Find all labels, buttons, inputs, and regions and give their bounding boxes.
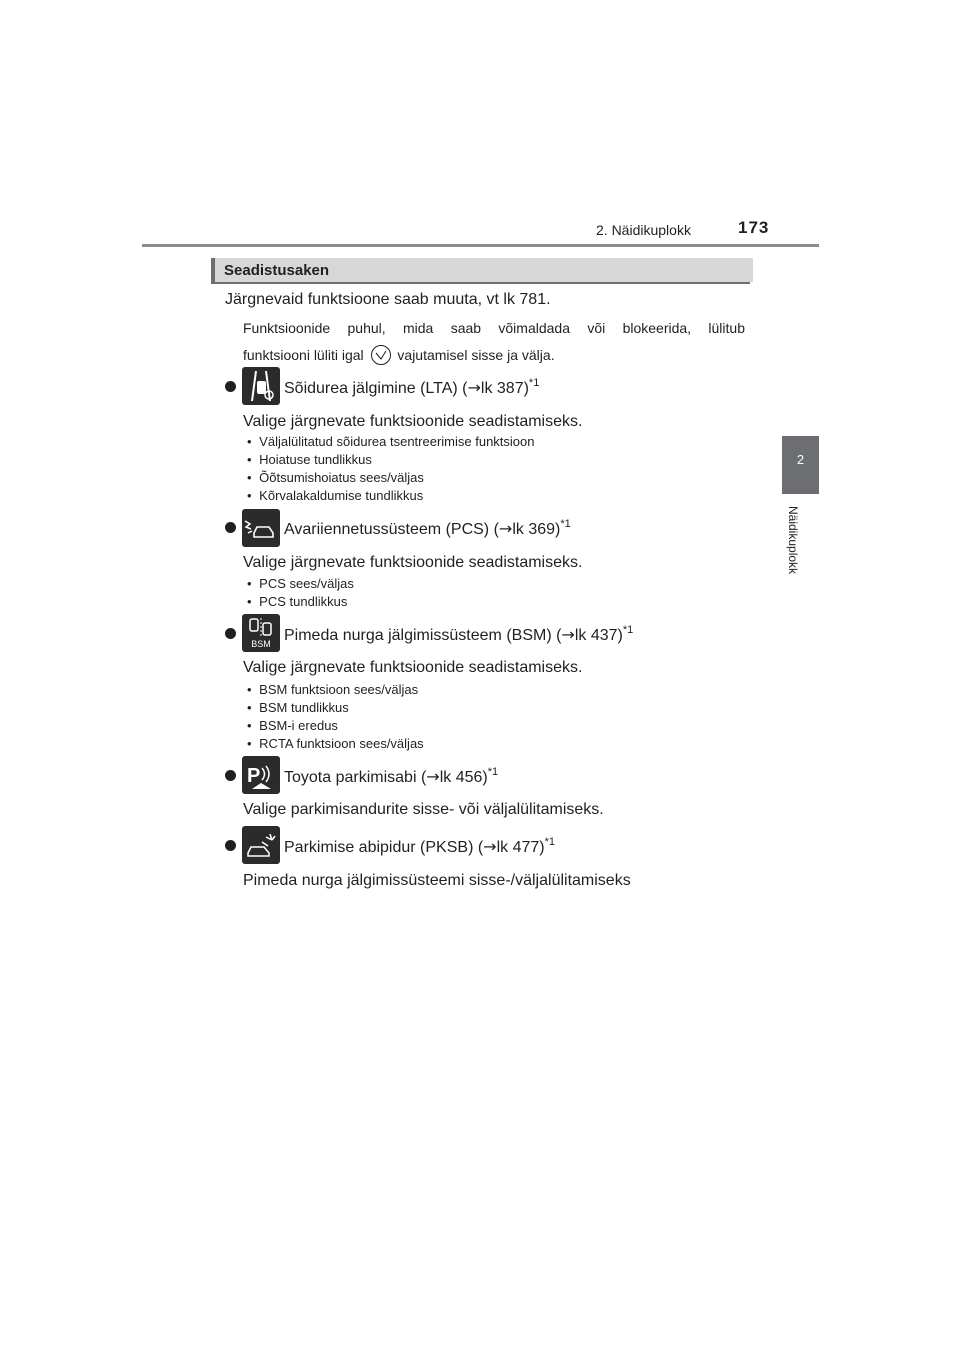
footnote-marker: *1 (528, 377, 540, 389)
arrow-icon: → (561, 625, 575, 644)
bsm-icon-text: BSM (251, 639, 271, 649)
footnote-marker: *1 (622, 624, 634, 636)
list-item-text: PCS tundlikkus (259, 594, 348, 609)
item-desc: Valige järgnevate funktsioonide seadistamiseks. (243, 554, 583, 571)
arrow-icon: → (426, 767, 440, 786)
item-desc: Valige parkimisandurite sisse- või väljalülitamiseks. (243, 801, 604, 818)
list-item-text: BSM-i eredus (259, 718, 338, 733)
chapter-tab-label: Näidikuplokk (786, 506, 800, 575)
list-item: • PCS sees/väljas (247, 576, 354, 591)
item-heading-text: Sõidurea jälgimine (LTA) ( (284, 380, 468, 397)
note-line-2-a: funktsiooni lüliti igal (243, 347, 364, 363)
bullet-dot (225, 840, 236, 851)
footnote-marker: *1 (544, 836, 556, 848)
lane-tracing-icon (242, 367, 280, 405)
item-heading-text: Pimeda nurga jälgimissüsteem (BSM) ( (284, 627, 562, 644)
section-title: Seadistusaken (224, 262, 330, 279)
list-item-text: Õõtsumishoiatus sees/väljas (259, 470, 424, 485)
item-desc: Valige järgnevate funktsioonide seadistamiseks. (243, 659, 583, 676)
page-reference[interactable]: lk 437) (574, 627, 623, 644)
footnote-marker: *1 (560, 518, 571, 530)
pre-collision-icon (242, 509, 280, 547)
parking-brake-icon (242, 826, 280, 864)
header-rule (142, 244, 819, 247)
intro-text: Järgnevaid funktsioone saab muuta, vt lk 781. (225, 291, 551, 308)
item-heading-pksb (284, 836, 555, 857)
item-heading-parking-assist (284, 766, 498, 787)
list-item-text: Väljalülitatud sõidurea tsentreerimise funktsioon (259, 434, 535, 449)
list-item-text: RCTA funktsioon sees/väljas (259, 736, 424, 751)
note-line-2 (243, 344, 555, 366)
list-item-text: BSM tundlikkus (259, 700, 349, 715)
list-item: • BSM tundlikkus (247, 700, 349, 715)
list-item: • PCS tundlikkus (247, 594, 348, 609)
svg-text:P: P (247, 765, 261, 787)
list-item-text: BSM funktsioon sees/väljas (259, 682, 419, 697)
item-heading-bsm (284, 624, 633, 645)
note-line-1: Funktsioonide puhul, mida saab võimaldada või blokeerida, lülitub (243, 320, 745, 336)
bullet-dot (225, 381, 236, 392)
bullet-dot (225, 628, 236, 639)
item-desc: Pimeda nurga jälgimissüsteemi sisse-/väljalülitamiseks (243, 872, 631, 889)
ok-knob-icon (370, 344, 392, 366)
arrow-icon: → (467, 378, 481, 397)
list-item: • Õõtsumishoiatus sees/väljas (247, 470, 424, 485)
bullet-dot (225, 770, 236, 781)
bsm-icon (242, 614, 280, 652)
list-item: • RCTA funktsioon sees/väljas (247, 736, 424, 751)
arrow-icon: → (498, 519, 513, 538)
chapter-tab-number: 2 (796, 452, 805, 467)
list-item: • Hoiatuse tundlikkus (247, 452, 372, 467)
arrow-icon: → (483, 837, 497, 856)
page-number: 173 (738, 218, 770, 237)
chapter-title: 2. Näidikuplokk (596, 222, 691, 238)
item-desc: Valige järgnevate funktsioonide seadistamiseks. (243, 413, 583, 430)
list-item-text: PCS sees/väljas (259, 576, 354, 591)
list-item: • BSM funktsioon sees/väljas (247, 682, 419, 697)
list-item: • Kõrvalakaldumise tundlikkus (247, 488, 424, 503)
item-heading-pcs (284, 518, 571, 539)
footnote-marker: *1 (487, 766, 499, 778)
page-reference[interactable]: lk 477) (496, 839, 545, 856)
parking-assist-icon (242, 756, 280, 794)
item-heading-text: Toyota parkimisabi ( (284, 769, 427, 786)
item-heading-text: Parkimise abipidur (PKSB) ( (284, 839, 484, 856)
bullet-dot (225, 522, 236, 533)
list-item-text: Kõrvalakaldumise tundlikkus (259, 488, 424, 503)
section-header-underline (211, 282, 750, 284)
page-reference[interactable]: lk 387) (480, 380, 529, 397)
item-heading-lta (284, 377, 539, 398)
item-heading-text: Avariiennetussüsteem (PCS) ( (284, 521, 499, 538)
page-reference[interactable]: lk 369) (512, 521, 561, 538)
page-reference[interactable]: lk 456) (439, 769, 488, 786)
chapter-tab-label-wrap (780, 506, 820, 606)
list-item: • Väljalülitatud sõidurea tsentreerimise funktsioon (247, 434, 535, 449)
list-item: • BSM-i eredus (247, 718, 338, 733)
note-line-2-b: vajutamisel sisse ja välja. (397, 347, 555, 363)
list-item-text: Hoiatuse tundlikkus (259, 452, 372, 467)
